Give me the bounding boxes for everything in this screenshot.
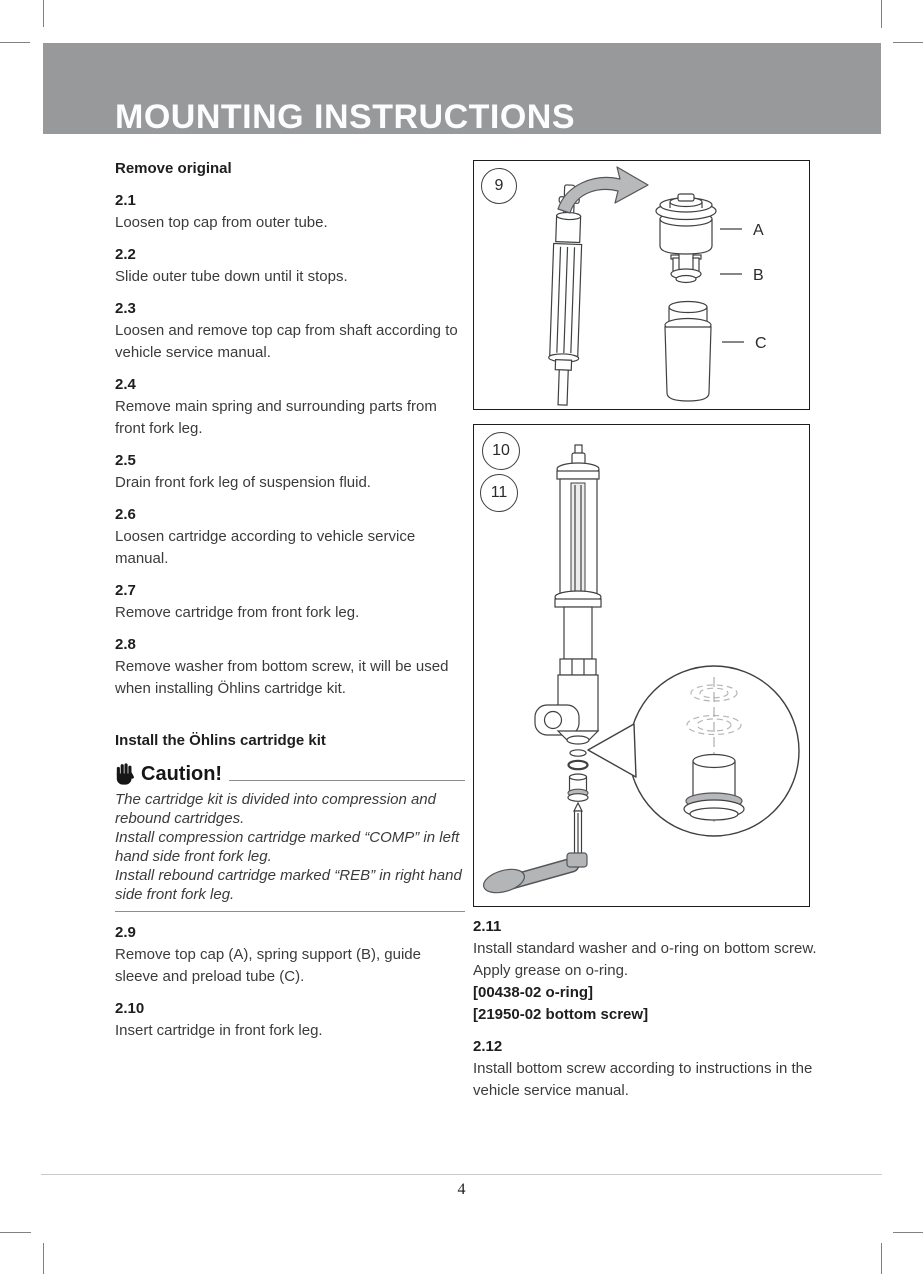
step-text: Remove washer from bottom screw, it will be used when installing Öhlins cartridge kit.: [115, 658, 449, 697]
step-text: Loosen cartridge according to vehicle service manual.: [115, 528, 416, 567]
right-column: [473, 916, 825, 1102]
step-2-8: [115, 634, 465, 700]
spring-support-illustration: [671, 255, 701, 283]
part-label-c: C: [755, 335, 767, 352]
preload-tube-illustration: [665, 302, 711, 402]
step-text: Slide outer tube down until it stops.: [115, 268, 348, 285]
rotate-arrow-icon: [558, 167, 648, 213]
step-number: 2.9: [115, 924, 136, 941]
step-number: 2.10: [115, 1000, 145, 1017]
figure-9-box: [473, 160, 810, 410]
step-text: Insert cartridge in front fork leg.: [115, 1022, 323, 1039]
step-number: 2.3: [115, 300, 136, 317]
raised-hand-icon: [115, 763, 134, 785]
caution-line: Install rebound cartridge marked “REB” in right hand side front fork leg.: [115, 867, 462, 903]
part-label-b: B: [753, 267, 764, 284]
figure-10-11-box: [473, 424, 810, 907]
crop-mark-top-right-v: [881, 0, 882, 28]
step-2-10: [115, 998, 465, 1042]
step-number: 2.5: [115, 452, 136, 469]
caution-line: Install compression cartridge marked “COMP” in left hand side front fork leg.: [115, 829, 460, 865]
step-2-5: [115, 450, 465, 494]
step-number: 2.7: [115, 582, 136, 599]
figure-10-11-illustration: [474, 425, 808, 905]
step-text: Loosen top cap from outer tube.: [115, 214, 328, 231]
step-number: 2.4: [115, 376, 136, 393]
figure-number: 9: [494, 177, 504, 194]
left-column: [115, 158, 465, 1042]
caution-heading: [115, 761, 465, 787]
step-2-2: [115, 244, 465, 288]
step-text: Remove main spring and surrounding parts from front fork leg.: [115, 398, 437, 437]
page-number: 4: [457, 1181, 466, 1198]
part-ref-bottom-screw: [21950-02 bottom screw]: [473, 1006, 649, 1023]
step-number: 2.1: [115, 192, 136, 209]
section-heading-remove-original: Remove original: [115, 160, 232, 177]
step-2-6: [115, 504, 465, 570]
fork-shaft-illustration: [547, 185, 585, 406]
bottom-screw-illustration: [568, 774, 588, 801]
step-text: Remove cartridge from front fork leg.: [115, 604, 360, 621]
figure-10-number-badge: [482, 432, 520, 470]
footer-rule: [41, 1174, 882, 1175]
caution-rule: [229, 780, 465, 781]
figure-number: 10: [492, 442, 510, 459]
crop-mark-bottom-left-h: [0, 1232, 31, 1233]
step-2-7: [115, 580, 465, 624]
header-band: [43, 43, 881, 134]
step-text: Loosen and remove top cap from shaft according to vehicle service manual.: [115, 322, 458, 361]
section-heading-install-kit: Install the Öhlins cartridge kit: [115, 732, 326, 749]
crop-mark-bottom-right-v: [881, 1243, 882, 1274]
step-2-9: [115, 922, 465, 988]
hex-tool-illustration: [481, 803, 587, 897]
step-number: 2.8: [115, 636, 136, 653]
figure-11-number-badge: [480, 474, 518, 512]
figure-9-number-badge: [481, 168, 517, 204]
crop-mark-top-left-v: [43, 0, 44, 27]
step-number: 2.6: [115, 506, 136, 523]
step-2-11: [473, 916, 825, 1026]
page-title: MOUNTING INSTRUCTIONS: [115, 98, 576, 136]
step-number: 2.11: [473, 918, 502, 935]
figure-number: 11: [490, 484, 508, 501]
cartridge-illustration: [535, 445, 601, 744]
top-cap-illustration: [656, 194, 716, 254]
crop-mark-top-left-h: [0, 42, 30, 43]
figure-9-illustration: [474, 161, 808, 408]
step-text: Remove top cap (A), spring support (B), guide sleeve and preload tube (C).: [115, 946, 421, 985]
part-label-a: A: [753, 222, 764, 239]
caution-line: The cartridge kit is divided into compression and rebound cartridges.: [115, 791, 436, 827]
step-text: Install bottom screw according to instructions in the vehicle service manual.: [473, 1060, 813, 1099]
step-2-3: [115, 298, 465, 364]
crop-mark-bottom-left-v: [43, 1243, 44, 1274]
step-number: 2.2: [115, 246, 136, 263]
caution-body: [115, 790, 465, 912]
step-2-1: [115, 190, 465, 234]
crop-mark-bottom-right-h: [893, 1232, 923, 1233]
step-2-12: [473, 1036, 825, 1102]
step-text: Drain front fork leg of suspension fluid.: [115, 474, 371, 491]
caution-title: Caution!: [141, 763, 223, 785]
step-2-4: [115, 374, 465, 440]
washer-illustration: [570, 750, 586, 756]
step-number: 2.12: [473, 1038, 503, 1055]
crop-mark-top-right-h: [893, 42, 923, 43]
o-ring-illustration: [569, 761, 588, 769]
part-ref-o-ring: [00438-02 o-ring]: [473, 984, 594, 1001]
step-text: Install standard washer and o-ring on bottom screw. Apply grease on o-ring.: [473, 940, 817, 979]
detail-callout-circle: [588, 666, 799, 836]
